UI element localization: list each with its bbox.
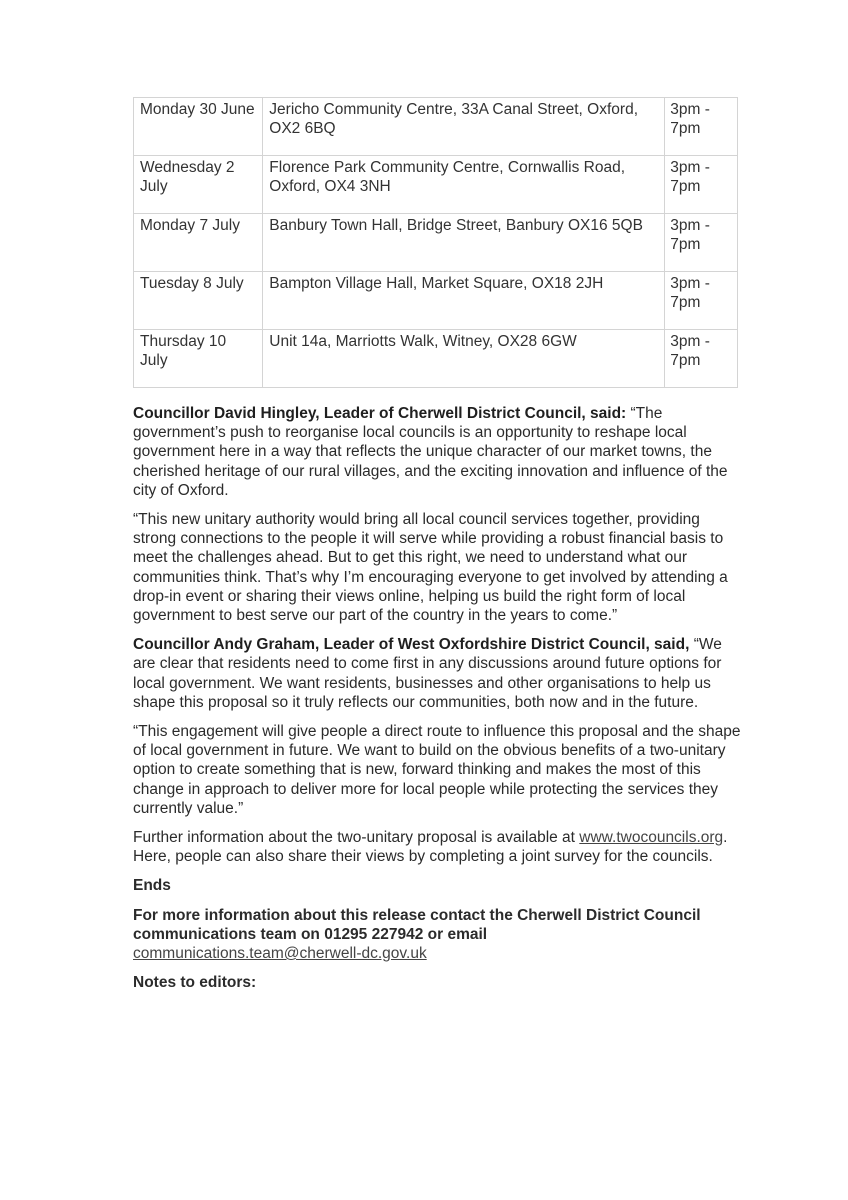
event-date: Wednesday 2 July (134, 156, 263, 214)
table-row (134, 272, 738, 330)
event-time: 3pm - 7pm (665, 98, 738, 156)
quote-paragraph (133, 404, 743, 500)
quote-paragraph (133, 635, 743, 712)
event-time: 3pm - 7pm (665, 272, 738, 330)
website-link[interactable]: www.twocouncils.org (579, 829, 724, 847)
event-venue: Unit 14a, Marriotts Walk, Witney, OX28 6GW (263, 330, 665, 388)
further-info-paragraph: Further information about the two-unitary proposal is available at www.twocouncils.org. Here, people can also share their views by completing a joint survey for the councils. (133, 829, 728, 866)
event-venue: Florence Park Community Centre, Cornwallis Road, Oxford, OX4 3NH (263, 156, 665, 214)
table-row (134, 98, 738, 156)
quote-paragraph: “This engagement will give people a direct route to influence this proposal and the shape of local government in future. We want to build on the obvious benefits of a two-unitary option to create something that is new, forward thinking and makes the most of this change in approach to deliver more for local people while protecting the services they currently value.” (133, 723, 741, 817)
table-row (134, 330, 738, 388)
event-venue: Bampton Village Hall, Market Square, OX18 2JH (263, 272, 665, 330)
event-time: 3pm - 7pm (665, 330, 738, 388)
table-row (134, 156, 738, 214)
quote-text: “We are clear that residents need to come first in any discussions around future options for local government. We want residents, businesses and other organisations to help us shape this proposal so it truly reflects our communities, both now and in the future. (133, 636, 722, 711)
quote-text: “The government’s push to reorganise local councils is an opportunity to reshape local government here in a way that reflects the unique character of our market towns, the cherished heritage of our rural villages, and the exciting innovation and influence of the city of Oxford. (133, 405, 728, 499)
ends-label: Ends (133, 877, 171, 895)
event-time: 3pm - 7pm (665, 214, 738, 272)
speaker-name: Councillor David Hingley, Leader of Cherwell District Council, said: (133, 405, 627, 422)
contact-paragraph: For more information about this release contact the Cherwell District Council communications team on 01295 227942 or email communications.team@cherwell-dc.gov.uk (133, 906, 701, 963)
event-date: Thursday 10 July (134, 330, 263, 388)
event-venue: Jericho Community Centre, 33A Canal Street, Oxford, OX2 6BQ (263, 98, 665, 156)
event-date: Monday 7 July (134, 214, 263, 272)
notes-to-editors-heading: Notes to editors: (133, 974, 257, 992)
quote-paragraph: “This new unitary authority would bring all local council services together, providing strong connections to the people it will serve while providing a robust financial basis to meet the challenges ahead. But to get this right, we need to understand what our communities think. That’s why I’m encouraging everyone to get involved by attending a drop-in event or sharing their views online, helping us build the right form of local government to best serve our part of the country in the years to come.” (133, 511, 728, 625)
email-link[interactable]: communications.team@cherwell-dc.gov.uk (133, 945, 427, 963)
event-date: Monday 30 June (134, 98, 263, 156)
table-row (134, 214, 738, 272)
event-date: Tuesday 8 July (134, 272, 263, 330)
drop-in-events-table (133, 97, 738, 388)
event-venue: Banbury Town Hall, Bridge Street, Banbury OX16 5QB (263, 214, 665, 272)
press-release-body (133, 404, 743, 1002)
event-time: 3pm - 7pm (665, 156, 738, 214)
speaker-name: Councillor Andy Graham, Leader of West Oxfordshire District Council, said, (133, 636, 690, 654)
